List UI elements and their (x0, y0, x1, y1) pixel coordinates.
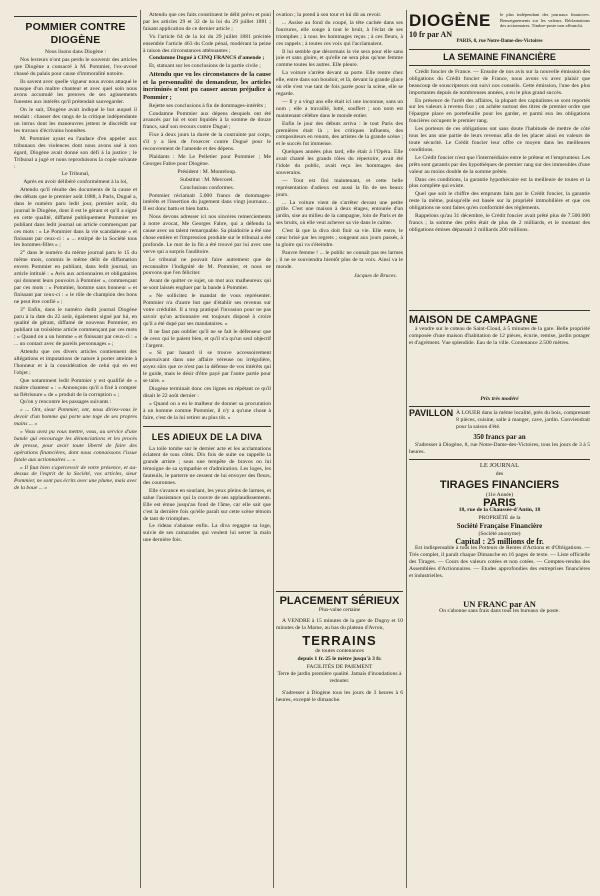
paragraph: Pommier réclamait 5.000 francs de dommages-intérêts et l'insertion du jugement dans vingt journaux... Il est donc battu et bien battu. (143, 192, 271, 213)
paragraph: Ils savent avec quelle vigueur nous avons attaqué le masque d'un maître chanteur et avec quel soin nous avons accumulé les preuves de ses agissements funestes aux intérêts qu'il prétendait sauvegarder. (14, 78, 137, 106)
ad-maison-title: MAISON DE CAMPAGNE (409, 313, 538, 326)
ad-pavillon-rent: 350 francs par an (473, 432, 526, 441)
ad-line: Terre de jardin première qualité. Jamais d'inondations à redouter. (277, 671, 402, 685)
masthead-tagline: le plus indépendant des journaux financiers. Renseignements sur les valeurs. Réclamations des actionnaires. Timbre-poste non affranchi. (500, 12, 590, 29)
quote: « Vous avez pu vous mettre, vous, au service d'une bande qui encourage les dénonciations et les procès de presse, pour avoir toute liberté de faire des opérations financières, dont nous connaissons l'issue fatale aux actionnaires ... » (14, 429, 137, 463)
masthead-name: DIOGÈNE (409, 12, 491, 30)
paragraph: 2° dans le numéro du même journal paru le 15 du même mois, commis le même délit de diffamation envers Pommier en publiant, dans ledit journal, un article intitulé : « Avis aux actionnaires et obligataires qui donnent leurs pouvoirs à Pommier », commençant par ces mots : « Pommier, homme sans honneur » et finissant par ceux-ci : « le rôle de champion des bons ne peut être confié » ; (14, 250, 137, 305)
bold-quote: Attendu que vu les circonstances de la cause et la personnalité du demandeur, les articles incriminés n'ont pu causer aucun préjudice à Pommier ; (143, 71, 271, 102)
paragraph: « Quand on a eu le malheur de donner sa procuration à un homme comme Pommier, il n'y a qu'une chose à faire, c'est de la lui retirer au plus tôt. » (143, 400, 271, 421)
paragraph: Avant de quitter ce sujet, un mot aux malheureux qui se sont laissés engluer par la bande à Pommier. (143, 278, 271, 292)
paragraph: Enfin le jour des débuts arriva : le tout Paris des premières était là ; les critiques influents, des compositeurs en renom, des artistes de la grande scène ; et le succès fut immense. (276, 120, 403, 148)
paragraph: Le tribunal ne pouvait faire autrement que de reconnaître l'indignité de M. Pommier, et nous ne pouvons que l'en féliciter. (143, 256, 271, 277)
column-4 (409, 12, 590, 886)
divider (14, 16, 137, 17)
paragraph: Il lui semble que désormais la vie sera pour elle sans joie et sans gloire, et qu'elle ne sera plus qu'une femme comme toutes les autres. Elle pleure. (276, 48, 403, 69)
paragraph: ... La voiture vient de s'arrêter devant une petite grille. C'est une maison à deux étages, entourée d'un jardin, sise au milieu de la campagne, loin de Paris et de ses bruits, où elle veut achever sa vie dans le calme. (276, 199, 403, 227)
paragraph: On le sait, Diogène avait indiqué le but auquel il tendait : chasser des rangs de la critique indépendante un intrus dont les manœuvres jettent le discrédit sur les travaux d'écrivains honnêtes. (14, 107, 137, 134)
ad-pavillon-text: À LOUER dans la même localité, près du bois, comprenant 8 pièces, cuisine, salle à manger, cave, jardin. Conviendrait pour la saison d'été. (456, 409, 590, 430)
ad-journal-pre: LE JOURNAL (479, 462, 520, 470)
ad-journal-abonnement: UN FRANC par AN (463, 599, 536, 610)
paragraph: Président : M. Monteloup. (177, 168, 237, 175)
divider (143, 426, 271, 427)
paragraph: Attendu qu'il résulte des documents de la cause et des débats que le premier août 1888, à Paris, Dugué a, dans le numéro paru ledit jour, premier août, du journal le Diogène, dont il est le gérant et qu'il a signé en cette qualité, diffamé publiquement Pommier en publiant dans ledit journal un article commençant par ces mots : « Le Pommier dans la vie scandaleuse » et finissant par ceux-ci : « ... extirpé de la Société tous les hommes-filles » ; (14, 187, 137, 249)
weekly-body (409, 69, 590, 307)
paragraph: 3° Enfin, dans le numéro dudit journal Diogène paru à la date du 22 août, également signé par lui, en qualité de gérant, diffamé de nouveau Pommier, en publiant un troisième article commençant par ces mots : « Quand on a un homme » et finissant par ceux-ci : « ... un contact avec de pareils personnages » ; (14, 306, 137, 348)
ad-maison-text: à vendre sur le coteau de Saint-Cloud, à 5 minutes de la gare. Belle propriété composée d'une maison d'habitation de 12 pièces, écurie, remise, jardin potager et d'agrément. Vue splendide. Eau de la ville. Contenance 2.500 mètres. (409, 325, 590, 346)
paragraph: — Tout est fini maintenant, et cette belle représentation d'adieux est aussi la fin de ses beaux jours. (276, 177, 403, 198)
column-2 (143, 12, 271, 886)
paragraph: « Si par hasard il se trouve accessoirement poursuivant dans une affaire véreuse ou irrégulière, soyez sûrs que ce n'est pas la défense de vos intérêts qui le guide, mais le désir d'être payé par l'autre partie pour se taire. » (143, 350, 271, 385)
paragraph: Que notamment ledit Pommier y est qualifié de « maître chanteur » : « Annonçons qu'il a fixé à compter sa flétrissure » de « produit de la corruption » ; (14, 377, 137, 398)
paragraph: Elle s'avance en souriant, les yeux pleins de larmes, et salue l'assistance qui la couvre de ses applaudissements. Elle est émue jusqu'au fond de l'âme, car elle sait que c'est la dernière fois qu'elle paraît sur cette scène témoin de tant de triomphes. (143, 487, 271, 522)
paragraph: La toile tombe sur le dernier acte et les acclamations éclatent de tous côtés. Dix fois de suite on rappelle la grande artiste ; sous une tempête de bravos on lui témoigne de sa sympathie et d'admiration. Les loges, les fauteuils, le parterre ne cessent de lui envoyer des fleurs, des couronnes. (143, 445, 271, 487)
column-1 (14, 12, 137, 886)
paragraph: M. Pommier ayant eu l'audace d'en appeler aux tribunaux des violences dont nous avons usé à son égard, Diogène avait donné son défi à la justice ; le Tribunal a jugé et nous reproduisons la copie suivante : (14, 135, 137, 170)
masthead-price: 10 fr par AN (409, 30, 453, 39)
paragraph: Attendu que ces divers articles contiennent des allégations et imputations de nature à porter atteinte à l'honneur et à la considération de celui qui en est l'objet ; (14, 349, 137, 376)
paragraph: En présence de l'arrêt des affaires, la plupart des capitalistes se sont reportés sur les valeurs à revenu fixe ; on achète surtout des titres de premier ordre que l'épargne place en portefeuille pour les garder, et parmi eux les obligations foncières occupent le premier rang. (409, 97, 590, 125)
paragraph: Fixe à deux jours la durée de la contrainte par corps, s'il y a lieu de l'exercer contre Dugué pour le recouvrement de l'amende et des dépens. (143, 132, 271, 153)
paragraph: Diogène terminait donc ces lignes en répétant ce qu'il disait le 22 août dernier : (143, 385, 271, 399)
ad-placement-footer: S'adresser à Diogène tous les jours de 3 heures à 6 heures, excepté le dimanche. (276, 690, 403, 704)
paragraph: « Ne sollicitez le mandat de vous représenter. Pommier n'a d'autre but que d'établir ses revenus sur votre crédulité. Il a trop pratiqué l'invasion pour ne pas savoir qu'un actionnaire est toujours disposé à croire qu'il a été dupé par ses mandataires. » (143, 293, 271, 327)
quote: « ... Ont, sieur Pommier, ont, nous diriez-vous le devoir d'un homme qui porte une toge de ses propres mains ... » (14, 407, 137, 428)
article-title: POMMIER CONTRE DIOGÈNE (25, 21, 126, 46)
paragraph: Le rideau s'abaisse enfin. La diva regagne sa loge, suivie de ses camarades qui veulent lui serrer la main une dernière fois. (143, 523, 271, 544)
ad-line: de toutes contenances (315, 647, 364, 654)
ad-journal-year: (11e Année) (485, 492, 514, 499)
paragraph: ... Assise au fond du coupé, la tête cachée dans ses fourrures, elle songe à tout le bruit, à l'éclat de ses triomphes ; à tous les hommages reçus ; à ces fleurs, à ces rappels ; à toutes ces voix qui l'acclamaient. (276, 19, 403, 47)
paragraph: Pauvre femme ! ... le public ne connaît pas tes larmes ; il ne se souviendra bientôt plus de ta voix. Ainsi va le monde. (276, 249, 403, 270)
paragraph: Dans ces conditions, la garantie hypothécaire est la meilleure de toutes et la plus complète qui existe. (409, 176, 590, 190)
paragraph: C'est là que la diva doit finir sa vie. Elle entre, le cœur brisé par les regrets ; songeant aux jours passés, à la gloire qui va s'éteindre. (276, 228, 403, 248)
quote: « Il faut bien s'apercevoir de votre présence, et au-dessus de l'esprit de la Société, vos articles, sieur Pommier, ne sont pas écrits avec une plume, mais avec de la boue ... » (14, 464, 137, 492)
divider (276, 591, 403, 592)
ad-journal-type: (Société anonyme) (478, 530, 521, 537)
paragraph: Il ne faut pas oublier qu'il ne se fait le défenseur que de ceux qui le paient bien, et qu'il n'a qu'un seul objectif : l'argent. (143, 328, 271, 349)
paragraph: Vu l'article 64 de la loi du 29 juillet 1881 précitée ensemble l'article 463 du Code pénal, modérant la peine à raison des circonstances atténuantes ; (143, 33, 271, 54)
ad-journal-pre2: des (495, 471, 504, 478)
column-rule (140, 10, 141, 888)
ad-pavillon-contact: S'adresser à Diogène, 8, rue Notre-Dame-des-Victoires, tous les jours de 3 à 5 heures. (409, 442, 590, 456)
signature: Jacques de Bruces. (353, 272, 397, 279)
section-title: LA SEMAINE FINANCIÈRE (409, 49, 590, 66)
column-rule (273, 10, 274, 888)
paragraph: Le Tribunal, (61, 171, 90, 178)
divider (409, 310, 590, 311)
article-continuation (276, 12, 403, 587)
ad-journal-title: TIRAGES FINANCIERS (439, 479, 560, 492)
ad-placement-text: A VENDRE à 15 minutes de la gare de Dugny et 10 minutes de la Marne, au bas du plateau d'Avron, (276, 617, 403, 631)
divider (409, 459, 590, 460)
paragraph: Rappelons qu'au 31 décembre, le Crédit foncier avait prêté plus de 7.500.000 francs ; la somme des prêts était de plus de 2 milliards, et le montant des obligations émises dépassait 2 milliards 200 millions. (409, 213, 590, 233)
ad-journal-text: Est indispensable à tous les Porteurs de Rentes d'Actions et d'Obligations. — Très complet, il paraît chaque Dimanche en 16 pages de texte. — Liste officielle des Tirages. — Cours des valeurs cotées et non cotées. — Comptes-rendus des Assemblées d'Actionnaires. — Etudes approfondies des entreprises financières et industrielles. (409, 545, 590, 580)
ad-maison-body (409, 326, 590, 396)
paragraph: Nous devons adresser ici nos sincères remerciements à notre avocat, Me Georges Fabre, qui a défendu la cause avec un talent remarquable. Sa plaidoirie a été une chose entière et l'impression produite sur le tribunal a été profonde. Le mot de la fin a été trouvé par lui avec une verve qui a surpris l'auditoire. (143, 214, 271, 255)
ad-journal-capital: Capital : 25 millions de fr. (455, 536, 544, 546)
paragraph: Crédit foncier de France. — Ensuite de nos avis sur la nouvelle émission des obligations du Crédit foncier de France, nous avons vu avec plaisir que beaucoup de souscripteurs ont suivi nos conseils. Cette émission, l'une des plus importantes depuis de nombreuses années, a eu le plus grand succès. (409, 68, 590, 96)
ad-journal-owner-line: PROPRIÉTÉ de la (478, 514, 521, 521)
ad-journal-footer: On s'abonne sans frais dans tous les bureaux de poste. (439, 608, 560, 615)
paragraph: Attendu que ces faits constituent le délit prévu et puni par les articles 29 et 32 de la loi du 29 juillet 1881 ; faisant application de ce dernier article ; (143, 12, 271, 32)
paragraph: Après en avoir délibéré conformément à la loi, (23, 179, 128, 186)
masthead-address: PARIS, 8, rue Notre-Dame-des-Victoires (456, 39, 543, 44)
paragraph: Condamne Pommier aux dépens desquels ont été avancés par lui et sont liquidés à la somme de douze francs, sauf son recours contre Dugué ; (143, 110, 271, 131)
paragraph: La voiture s'arrête devant sa porte. Elle rentre chez elle, entre dans son boudoir, et là, devant la grande glace où elle s'est vue tant de fois parée pour la scène, elle se regarde. (276, 70, 403, 97)
paragraph: Qu'on y rencontre les passages suivants : (20, 399, 112, 406)
masthead (409, 12, 590, 39)
paragraph: Et, statuant sur les conclusions de la partie civile ; (149, 63, 261, 70)
article-title: LES ADIEUX DE LA DIVA (151, 431, 263, 442)
paragraph: Substitut : M. Mercorel. (180, 176, 234, 183)
ad-placement-subtitle: Plus-value certaine (318, 607, 361, 613)
paragraph: — Il y a vingt ans elle était ici une inconnue, sans un nom ; elle a travaillé, lutté, souffert ; son nom est maintenant célèbre dans le monde entier. (276, 98, 403, 119)
ad-pavillon-title: PAVILLON (409, 407, 454, 418)
ad-placement-title: PLACEMENT SÉRIEUX (279, 595, 400, 607)
paragraph: Condamne Dugué à CINQ FRANCS d'amende ; (149, 55, 265, 62)
ad-journal-city: PARIS (483, 496, 516, 509)
ad-journal-owner: Société Française Financière (456, 521, 543, 530)
paragraph: Quelques années plus tard, elle était à l'Opéra. Elle avait chanté les grands rôles du répertoire, avait été l'idole du public, avait reçu les hommages des souverains. (276, 149, 403, 176)
divider (409, 406, 590, 407)
section-heading: Conclusions conformes. (179, 184, 235, 191)
column-3 (276, 12, 403, 886)
paragraph: Le Crédit foncier n'est que l'intermédiaire entre le prêteur et l'emprunteur. Les prêts sont garantis par des hypothèques de premier rang sur des immeubles d'une valeur au moins double de la somme prêtée. (409, 154, 590, 175)
ad-pavillon (409, 407, 590, 432)
column-rule (406, 10, 407, 888)
paragraph: Plaidants : Me Le Pelletier pour Pommier ; Me Georges Fabre pour Diogène. (143, 153, 271, 167)
ad-placement-big: TERRAINS (302, 632, 377, 648)
ad-maison-price: Prix très modéré (480, 395, 519, 402)
ad-journal-address: 18, rue de la Chaussée-d'Antin, 18 (458, 506, 541, 513)
paragraph: Nos lecteurs n'ont pas perdu le souvenir des articles que Diogène a consacré à M. Pommier, l'ex-avoué chassé du palais pour cause d'immoralité notoire. (14, 56, 137, 77)
paragraph: ovation ; la prend à son tour et lui dit au revoir. (276, 12, 382, 18)
article-intro: Nous lisons dans Diogène : (44, 49, 107, 55)
ad-journal-body (409, 545, 590, 601)
paragraph: Quel que soit le chiffre des emprunts faits par le Crédit foncier, la garantie reste la même, puisqu'elle est basée sur la propriété immobilière et que ces obligations ne sont faites qu'en conformité des règlements. (409, 191, 590, 212)
ad-line: depuis 1 fr. 25 le mètre jusqu'à 3 fr. (297, 655, 382, 662)
paragraph: Les porteurs de ces obligations ont sans doute l'habitude de mettre de côté tous les ans une partie de leurs revenus afin de les placer ainsi en valeurs de toute sécurité. Le Crédit foncier leur offre ce moyen dans les meilleures conditions. (409, 126, 590, 153)
masthead-left (409, 12, 497, 39)
ad-line: FACILITÉS DE PAIEMENT (306, 663, 373, 670)
paragraph: Rejette ses conclusions à fin de dommages-intérêts ; (149, 102, 266, 109)
